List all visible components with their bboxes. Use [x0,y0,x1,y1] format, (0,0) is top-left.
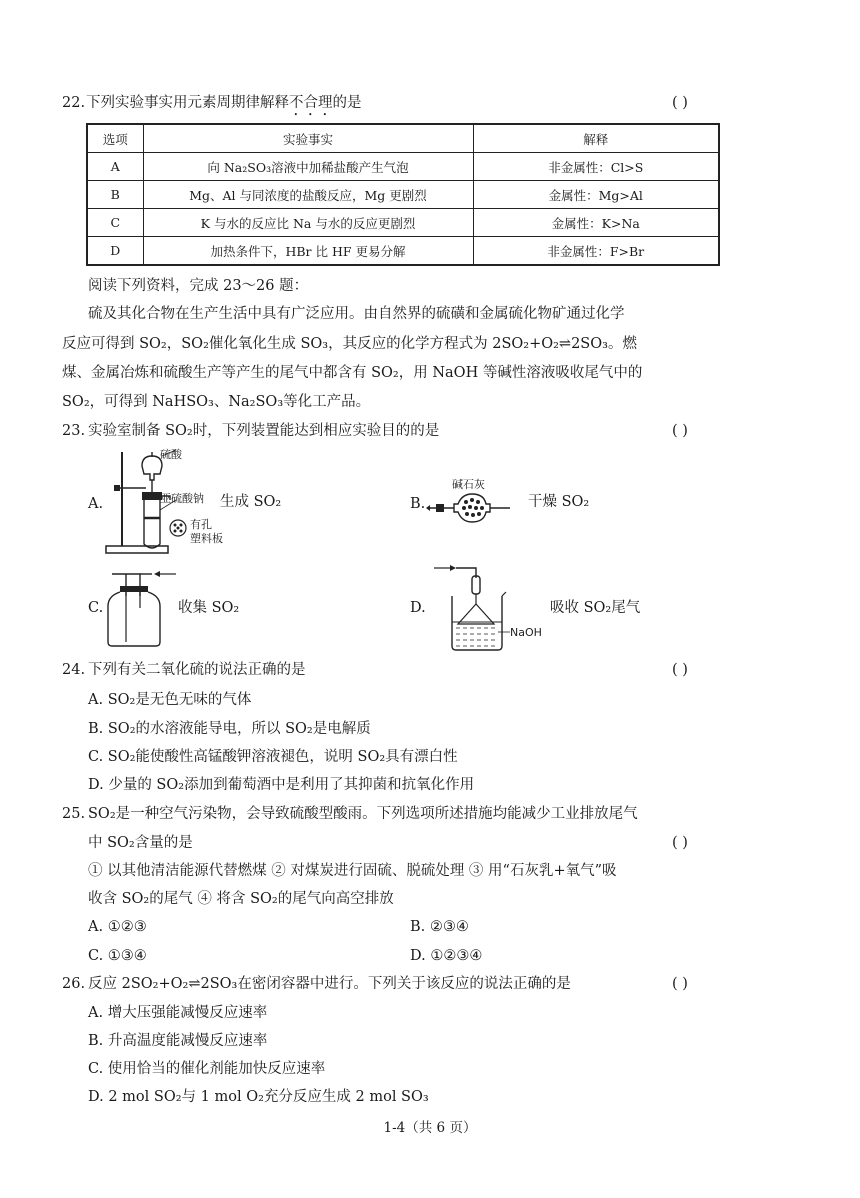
reading-line: 硫及其化合物在生产生活中具有广泛应用。由自然界的硫磺和金属硫化物矿通过化学 [88,306,625,322]
table-cell: C [87,209,143,237]
q23-option-d-letter: D. [410,600,426,616]
q23-option-a-letter: A. [88,496,104,512]
q23-option-b-caption: 干燥 SO₂ [528,494,590,510]
q25-answer-paren: ( ) [672,835,688,851]
q23-apparatus-c [104,566,184,648]
q22-number: 22. [62,95,86,111]
q23-stem: 实验室制备 SO₂时，下列装置能达到相应实验目的的是 [88,423,440,439]
q22-answer-paren: ( ) [672,95,688,111]
q23-option-a-caption: 生成 SO₂ [220,494,282,510]
reading-line: 反应可得到 SO₂，SO₂催化氧化生成 SO₃，其反应的化学方程式为 2SO₂+O₂⇌2SO₃。燃 [62,336,637,352]
q22-table [86,123,720,266]
q24-option-d: D. 少量的 SO₂添加到葡萄酒中是利用了其抑菌和抗氧化作用 [88,777,475,793]
q23-option-c-caption: 收集 SO₂ [178,600,240,616]
q22-stem: 下列实验事实用元素周期律解释不合理的是 [86,95,362,111]
q26-number: 26. [62,976,86,992]
label-soda-lime: 碱石灰 [452,478,485,491]
table-row [87,153,719,181]
q23-option-d-caption: 吸收 SO₂尾气 [550,600,641,616]
q23-option-c-letter: C. [88,600,104,616]
table-header-row [87,124,719,153]
table-header: 实验事实 [143,124,473,153]
q23-number: 23. [62,423,86,439]
table-header: 选项 [87,124,143,153]
table-cell: D [87,237,143,266]
label-naoh: NaOH [510,626,542,639]
q24-answer-paren: ( ) [672,662,688,678]
q25-option-a: A. ①②③ [88,919,147,935]
label-sodium-sulfite: 亚硫酸钠 [160,492,204,505]
label-sulfuric-acid: 硫酸 [160,448,182,461]
q23-option-b-letter: B. [410,496,426,512]
label-perforated: 有孔 [190,518,212,531]
reading-intro: 阅读下列资料，完成 23～26 题： [88,278,309,294]
q25-option-d: D. ①②③④ [410,948,483,964]
table-cell: 非金属性：Cl>S [473,153,719,181]
q23-apparatus-d [430,560,550,654]
table-cell: K 与水的反应比 Na 与水的反应更剧烈 [143,209,473,237]
q24-option-c: C. SO₂能使酸性高锰酸钾溶液褪色，说明 SO₂具有漂白性 [88,749,458,765]
table-cell: 金属性：K>Na [473,209,719,237]
q26-answer-paren: ( ) [672,976,688,992]
table-cell: 金属性：Mg>Al [473,181,719,209]
reading-line: SO₂，可得到 NaHSO₃、Na₂SO₃等化工产品。 [62,394,371,410]
page-footer: 1-4（共 6 页） [383,1120,477,1136]
label-plastic-plate: 塑料板 [190,532,223,545]
q26-stem: 反应 2SO₂+O₂⇌2SO₃在密闭容器中进行。下列关于该反应的说法正确的是 [88,976,571,992]
q25-option-b: B. ②③④ [410,919,469,935]
q26-option-a: A. 增大压强能减慢反应速率 [88,1005,268,1021]
q25-measures-line1: ① 以其他清洁能源代替燃煤 ② 对煤炭进行固硫、脱硫处理 ③ 用“石灰乳+氧气”吸 [88,863,617,879]
table-row [87,237,719,266]
table-cell: A [87,153,143,181]
q23-answer-paren: ( ) [672,423,688,439]
table-header: 解释 [473,124,719,153]
table-cell: Mg、Al 与同浓度的盐酸反应，Mg 更剧烈 [143,181,473,209]
q24-option-a: A. SO₂是无色无味的气体 [88,692,252,708]
q25-stem-line1: SO₂是一种空气污染物，会导致硫酸型酸雨。下列选项所述措施均能减少工业排放尾气 [88,806,638,822]
q23-apparatus-b [426,476,516,524]
q26-option-d: D. 2 mol SO₂与 1 mol O₂充分反应生成 2 mol SO₃ [88,1089,429,1105]
q25-measures-line2: 收含 SO₂的尾气 ④ 将含 SO₂的尾气向高空排放 [88,891,394,907]
table-cell: B [87,181,143,209]
table-row [87,209,719,237]
table-cell: 向 Na₂SO₃溶液中加稀盐酸产生气泡 [143,153,473,181]
q25-option-c: C. ①③④ [88,948,147,964]
q25-stem-line2: 中 SO₂含量的是 [88,835,193,851]
q24-option-b: B. SO₂的水溶液能导电，所以 SO₂是电解质 [88,721,371,737]
q24-stem: 下列有关二氧化硫的说法正确的是 [88,662,306,678]
q24-number: 24. [62,662,86,678]
reading-line: 煤、金属冶炼和硫酸生产等产生的尾气中都含有 SO₂，用 NaOH 等碱性溶液吸收尾气中的 [62,365,643,381]
table-row [87,181,719,209]
table-cell: 非金属性：F>Br [473,237,719,266]
q25-number: 25. [62,806,86,822]
table-cell: 加热条件下，HBr 比 HF 更易分解 [143,237,473,266]
q26-option-c: C. 使用恰当的催化剂能加快反应速率 [88,1061,326,1077]
q26-option-b: B. 升高温度能减慢反应速率 [88,1033,268,1049]
